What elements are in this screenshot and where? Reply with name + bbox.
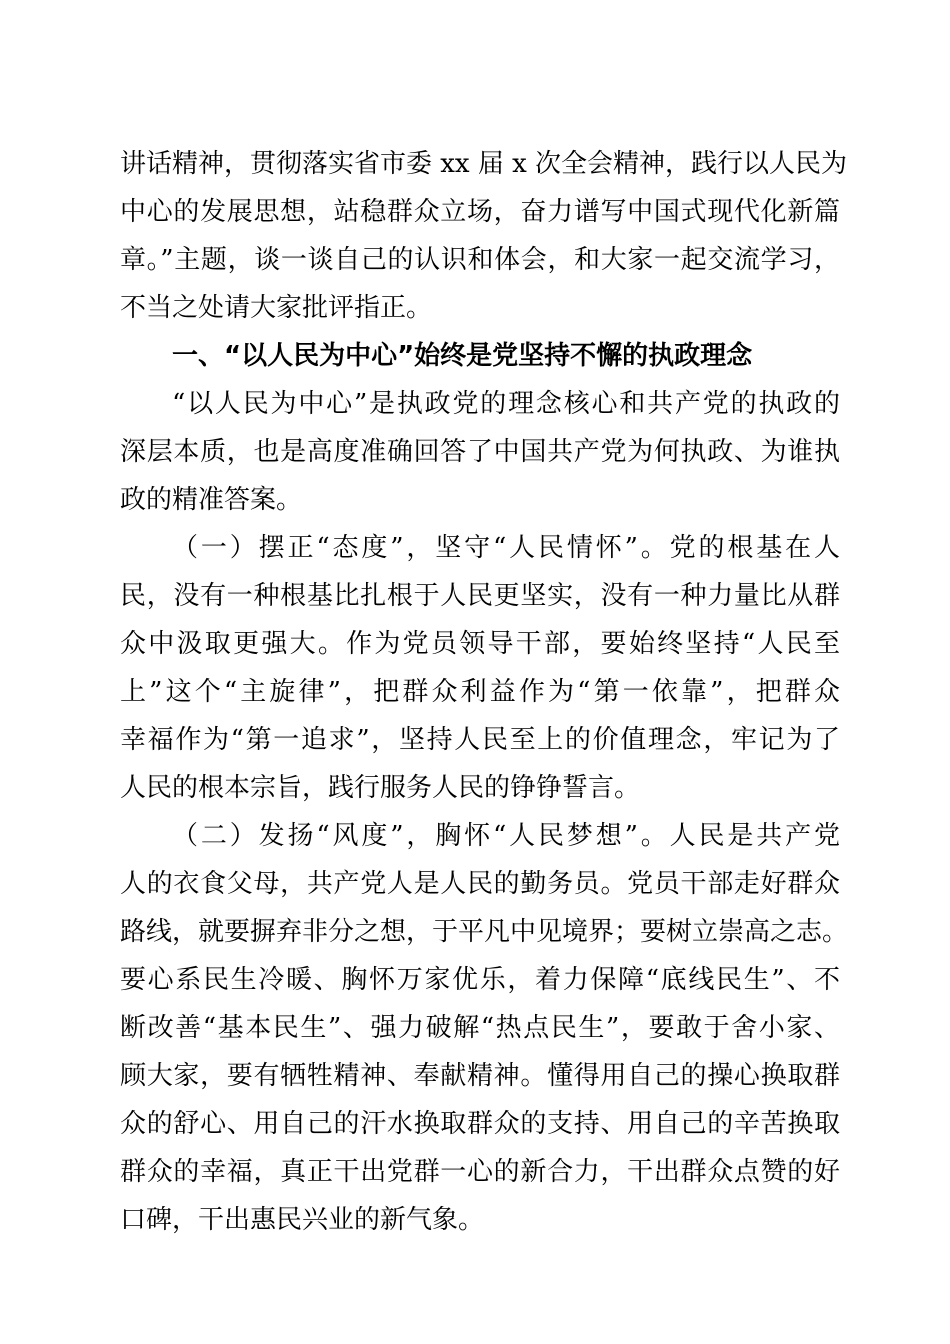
text-line: 不当之处请大家批评指正。 [120, 293, 433, 323]
text-line: 顾大家，要有牺牲精神、奉献精神。懂得用自己的操心换取群 [120, 1061, 840, 1091]
text-line: 口碑，干出惠民兴业的新气象。 [120, 1205, 485, 1235]
intro-paragraph [120, 140, 848, 332]
text-line: 政的精准答案。 [120, 485, 303, 515]
text-line: 民，没有一种根基比扎根于人民更坚实，没有一种力量比从群 [120, 581, 840, 611]
text-line: 众的舒心、用自己的汗水换取群众的支持、用自己的辛苦换取 [120, 1109, 840, 1139]
text-line: （二）发扬“风度”，胸怀“人民梦想”。人民是共产党 [172, 821, 840, 851]
text-line: 幸福作为“第一追求”，坚持人民至上的价值理念，牢记为了 [120, 725, 840, 755]
text-line: （一）摆正“态度”，坚守“人民情怀”。党的根基在人 [172, 533, 840, 563]
text-line: 章。”主题，谈一谈自己的认识和体会，和大家一起交流学习， [120, 245, 840, 275]
text-line: 深层本质，也是高度准确回答了中国共产党为何执政、为谁执 [120, 437, 840, 467]
section-1-heading: 一、“以人民为中心”始终是党坚持不懈的执政理念 [172, 341, 753, 371]
text-line: 要心系民生冷暖、胸怀万家优乐，着力保障“底线民生”、不 [120, 965, 840, 995]
text-line: “以人民为中心”是执政党的理念核心和共产党的执政的 [172, 389, 840, 419]
text-line: 断改善“基本民生”、强力破解“热点民生”，要敢于舍小家、 [120, 1013, 840, 1043]
paragraph-demeanor [120, 812, 849, 1244]
text-line: 群众的幸福，真正干出党群一心的新合力，干出群众点赞的好 [120, 1157, 840, 1187]
section-heading [120, 332, 840, 380]
paragraph-intro-concept [120, 380, 840, 524]
text-line: 众中汲取更强大。作为党员领导干部，要始终坚持“人民至 [120, 629, 840, 659]
document-body [120, 140, 849, 1244]
text-line: 人的衣食父母，共产党人是人民的勤务员。党员干部走好群众 [120, 869, 840, 899]
text-line: 人民的根本宗旨，践行服务人民的铮铮誓言。 [120, 773, 641, 803]
text-line: 上”这个“主旋律”，把群众利益作为“第一依靠”，把群众 [120, 677, 840, 707]
text-line: 讲话精神，贯彻落实省市委 xx 届 x 次全会精神，践行以人民为 [120, 149, 848, 179]
text-line: 中心的发展思想，站稳群众立场，奋力谱写中国式现代化新篇 [120, 197, 840, 227]
text-line: 路线，就要摒弃非分之想，于平凡中见境界；要树立崇高之志。 [120, 917, 849, 947]
paragraph-attitude [120, 524, 840, 812]
